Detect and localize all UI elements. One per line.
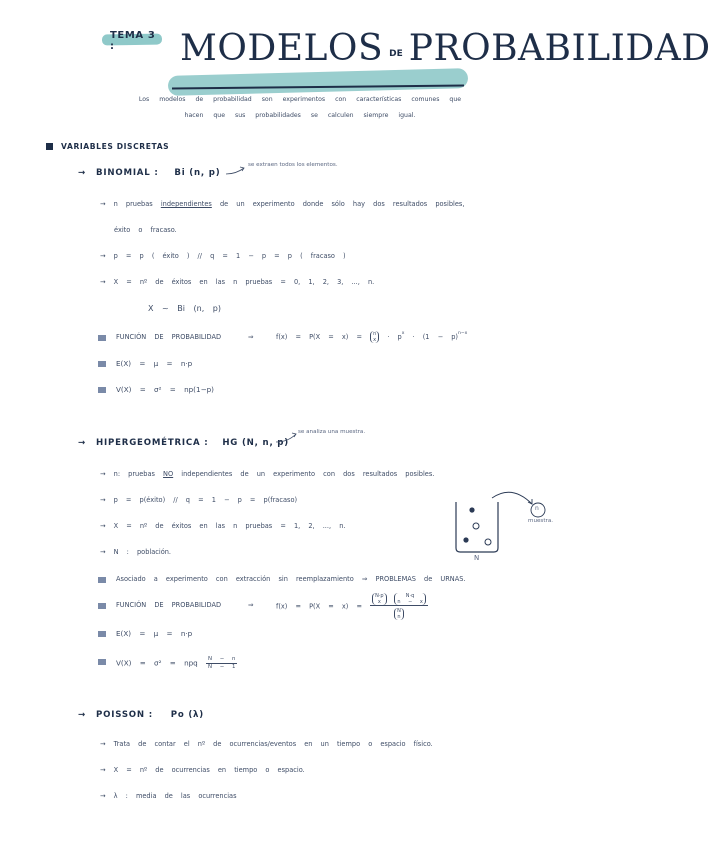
- bullet-square: [98, 361, 106, 367]
- intro-line-1: Los modelos de probabilidad son experimentos con características comunes que: [138, 96, 462, 103]
- hiper-fp-formula: [276, 593, 428, 620]
- urn-sample-label: n: [535, 505, 539, 512]
- arrow-icon: →: [78, 438, 87, 448]
- title-part-1: MODELOS: [180, 28, 384, 69]
- urn-population-label: N: [474, 554, 480, 562]
- text-experimento: independientes de un experimento con dos resultados posibles.: [181, 470, 435, 478]
- bullet-square: [98, 335, 106, 341]
- arrow-icon: →: [100, 548, 106, 556]
- text-poblacion: N : población.: [113, 548, 172, 556]
- text-p-q: p = p(éxito) // q = 1 − p = p(fracaso): [113, 496, 298, 504]
- binomial-title: BINOMIAL :: [96, 168, 159, 178]
- binomial-line-1: [100, 200, 464, 208]
- tema-label-wrap: [104, 30, 164, 52]
- coef-top: N·p: [375, 593, 384, 599]
- coef-bottom: x: [373, 337, 377, 343]
- note-arrow-icon: [226, 166, 246, 176]
- text-x-def: X = nº de ocurrencias en tiempo o espacio.: [113, 766, 305, 774]
- text-n-pruebas: n pruebas: [113, 200, 153, 208]
- variance-num: N − n: [208, 656, 236, 662]
- text-trata: Trata de contar el nº de ocurrencias/eventos en un tiempo o espacio físico.: [113, 740, 433, 748]
- coef-bottom: n − x: [397, 599, 423, 605]
- hiper-line-2: [100, 496, 297, 504]
- hiper-assoc: Asociado a experimento con extracción sin reemplazamiento ⇒ PROBLEMAS de URNAS.: [116, 575, 466, 583]
- section-heading: [46, 142, 169, 151]
- arrow-icon: ⇒: [248, 333, 254, 341]
- bullet-square: [98, 603, 106, 609]
- binomial-coefficient: [370, 331, 379, 343]
- variance-den: N − 1: [208, 664, 236, 670]
- variance-expr: V(X) = σ² = npq: [116, 658, 198, 668]
- arrow-icon: →: [100, 252, 106, 260]
- hiper-fp-label: FUNCIÓN DE PROBABILIDAD: [116, 601, 222, 609]
- arrow-icon: →: [78, 710, 87, 720]
- poisson-title: POISSON :: [96, 710, 153, 720]
- fp-tail: · p: [387, 333, 402, 341]
- fp-tail-2: · (1 − p): [412, 333, 458, 341]
- coef-top: N: [397, 608, 401, 614]
- arrow-icon: →: [78, 168, 87, 178]
- poisson-line-2: [100, 766, 305, 774]
- coef-nq: [394, 593, 426, 605]
- text-independientes: independientes: [160, 200, 212, 208]
- arrow-icon: →: [100, 766, 106, 774]
- binomial-line-5: X ~ Bi (n, p): [148, 304, 221, 313]
- intro-line-2: hacen que sus probabilidades se calculen siempre igual.: [184, 112, 416, 119]
- arrow-icon: →: [100, 496, 106, 504]
- binomial-line-4: [100, 278, 374, 286]
- hiper-heading: [78, 438, 289, 448]
- fp-exponent-2: n−x: [457, 331, 468, 336]
- coef-bottom: x: [377, 599, 381, 605]
- binomial-notation: Bi (n, p): [174, 168, 221, 178]
- text-n-pruebas: n: pruebas: [113, 470, 155, 478]
- binomial-mean: E(X) = μ = n·p: [116, 359, 193, 368]
- hiper-mean: E(X) = μ = n·p: [116, 629, 193, 638]
- binomial-heading: [78, 168, 220, 178]
- poisson-notation: Po (λ): [170, 710, 205, 720]
- arrow-icon: ⇒: [248, 601, 254, 609]
- hiper-fraction: [370, 593, 428, 620]
- text-experimento: de un experimento donde sólo hay dos resultados posibles,: [219, 200, 465, 208]
- section-title: VARIABLES DISCRETAS: [61, 142, 170, 151]
- urn-sample-caption: muestra.: [528, 518, 554, 524]
- arrow-icon: →: [100, 522, 106, 530]
- binomial-fp-label: FUNCIÓN DE PROBABILIDAD: [116, 333, 222, 341]
- tema-label: TEMA 3 :: [110, 30, 156, 52]
- page-title: [180, 28, 711, 78]
- arrow-icon: →: [100, 200, 106, 208]
- arrow-icon: →: [100, 792, 106, 800]
- title-connector: DE: [389, 49, 403, 59]
- coef-N-n: [394, 608, 404, 620]
- text-x-def: X = nº de éxitos en las n pruebas = 0, 1, 2, 3, ..., n.: [113, 278, 375, 286]
- coef-np: [372, 593, 387, 605]
- binomial-line-2: éxito o fracaso.: [114, 226, 177, 234]
- note-arrow-icon: [276, 432, 298, 444]
- arrow-icon: →: [100, 278, 106, 286]
- section-bullet: [46, 143, 53, 150]
- hiper-notation: HG (N, n, p): [222, 438, 289, 448]
- binomial-line-3: [100, 252, 346, 260]
- title-part-2: PROBABILIDAD: [408, 28, 711, 69]
- arrow-icon: →: [100, 740, 106, 748]
- bullet-square: [98, 631, 106, 637]
- hiper-title: HIPERGEOMÉTRICA :: [96, 438, 209, 448]
- poisson-heading: [78, 710, 204, 720]
- hiper-line-1: [100, 470, 434, 478]
- binomial-note: se extraen todos los elementos.: [248, 162, 338, 168]
- urn-diagram-icon: [452, 490, 562, 570]
- bullet-square: [98, 387, 106, 393]
- hiper-note: se analiza una muestra.: [298, 429, 366, 435]
- hiper-variance: [116, 656, 237, 671]
- arrow-icon: →: [100, 470, 106, 478]
- binomial-fp-formula: [276, 331, 467, 343]
- text-p-q: p = p ( éxito ) // q = 1 − p = p ( fracaso ): [113, 252, 346, 260]
- poisson-line-3: [100, 792, 237, 800]
- fp-expression: f(x) = P(X = x) =: [276, 333, 362, 341]
- hiper-line-4: [100, 548, 171, 556]
- binomial-variance: V(X) = σ² = np(1−p): [116, 385, 214, 394]
- fp-expression: f(x) = P(X = x) =: [276, 602, 362, 611]
- text-x-def: X = nº de éxitos en las n pruebas = 1, 2, ..., n.: [113, 522, 346, 530]
- hiper-line-3: [100, 522, 345, 530]
- coef-top: N·q: [405, 593, 415, 599]
- coef-top: n: [373, 331, 377, 337]
- bullet-square: [98, 577, 106, 583]
- text-no: NO: [163, 470, 174, 478]
- fp-exponent-1: x: [401, 331, 405, 336]
- coef-bottom: n: [397, 614, 401, 620]
- poisson-line-1: [100, 740, 433, 748]
- variance-fraction: [206, 656, 237, 671]
- bullet-square: [98, 659, 106, 665]
- text-lambda: λ : media de las ocurrencias: [113, 792, 237, 800]
